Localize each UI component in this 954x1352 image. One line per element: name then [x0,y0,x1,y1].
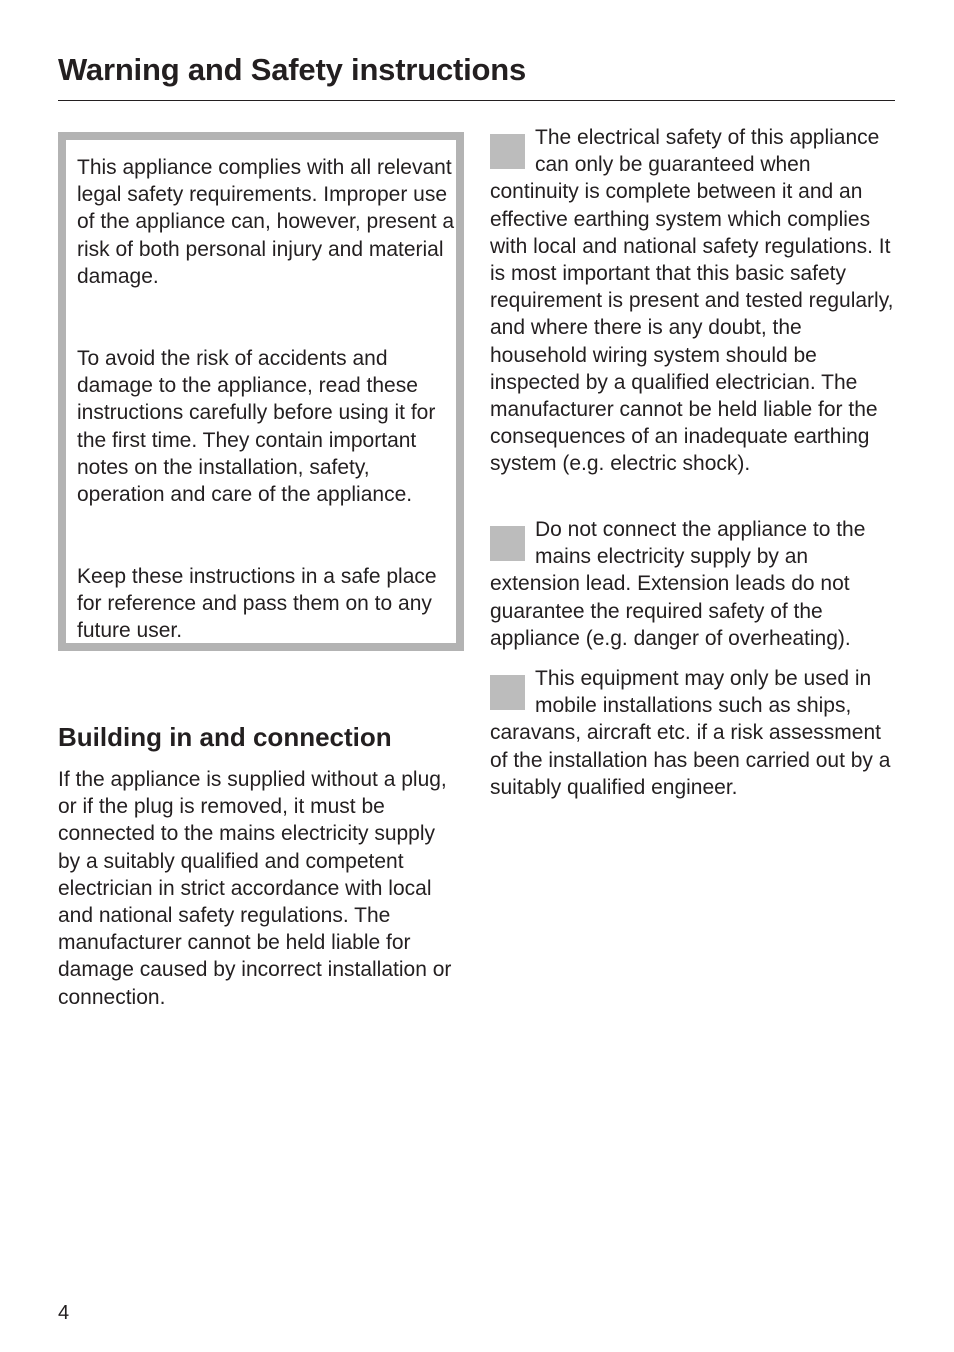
page-title: Warning and Safety instructions [58,52,527,87]
bullet-square-icon [490,675,525,710]
intro-paragraph-3: Keep these instructions in a safe place for reference and pass them on to any future user. [77,565,437,643]
bullet-item-mobile-installations [490,665,900,801]
intro-paragraph-2: To avoid the risk of accidents and damage to the appliance, read these instructions carefully before using it for the first time. They contain important notes on the installation, safety, operation and care of the appliance. [77,347,436,507]
title-divider [58,100,895,101]
bullet-text-mobile-installations: This equipment may only be used in mobile installations such as ships, caravans, aircraft etc. if a risk assessment of the installation has been carried out by a suitably qualified engineer. [490,667,891,799]
intro-paragraph-1: This appliance complies with all relevant legal safety requirements. Improper use of the appliance can, however, present a risk of both personal injury and material damage. [77,156,455,288]
bullet-item-earthing [490,124,900,478]
section-heading-building: Building in and connection [58,722,392,752]
bullet-square-icon [490,134,525,169]
page-number: 4 [58,1302,70,1324]
bullet-square-icon [490,526,525,561]
building-connection-text: If the appliance is supplied without a plug, or if the plug is removed, it must be connected to the mains electricity supply by a suitably qualified and competent electrician in strict accordance with local and national safety regulations. The manufacturer cannot be held liable for damage caused by incorrect installation or connection. [58,768,452,1009]
bullet-text-earthing: The electrical safety of this appliance can only be guaranteed when continuity is complete between it and an effective earthing system which complies with local and national safety regulations. It is most important that this basic safety requirement is present and tested regularly, and where there is any doubt, the household wiring system should be inspected by a qualified electrician. The manufacturer cannot be held liable for the consequences of an inadequate earthing system (e.g. electric shock). [490,126,894,476]
bullet-item-extension-lead [490,516,900,652]
bullet-text-extension-lead: Do not connect the appliance to the mains electricity supply by an extension lead. Extension leads do not guarantee the required safety of the appliance (e.g. danger of overheating). [490,518,866,650]
intro-notice-box [58,132,464,651]
